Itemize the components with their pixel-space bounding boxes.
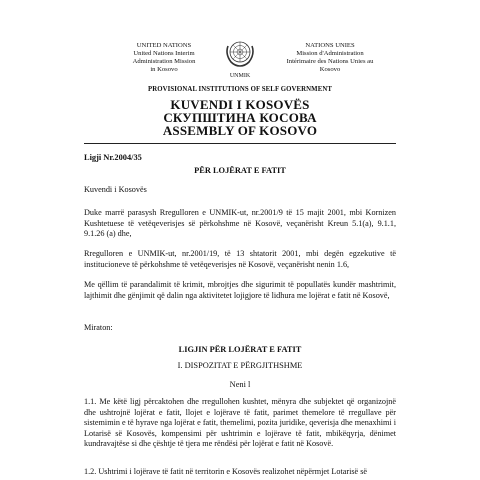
header-right-line: Mission d'Administration <box>296 50 364 57</box>
header-right-line: Kosovo <box>319 66 341 73</box>
un-emblem-icon <box>223 38 257 68</box>
paragraph-article-1-1: 1.1. Me këtë ligj përcaktohen dhe rregullohen kushtet, mënyra dhe subjektet që organizojnë dhe ushtrojnë lojërat e fatit, llojet e lojërave të fatit, parimet themelore të rregullave për sistemimin e të hyrave nga lojërat e fatit, themelimi, pozita juridike, qeverisja dhe menaxhimi i Lotarisë së Kosovës, kompensimi për ushtrimin e lojërave të fatit, mbikëqyrja, dënimet kundravajtëse si dhe çështje të tjera me rëndësi për lojërat e fatit në Kosovë. <box>84 397 396 449</box>
law-number: Ligji Nr.2004/35 <box>84 153 142 162</box>
header-right-block <box>268 42 392 74</box>
header-left-line: UNITED NATIONS <box>136 42 192 49</box>
paragraph-preamble-1: Duke marrë parasysh Rregulloren e UNMIK-ut, nr.2001/9 të 15 majit 2001, mbi Kornizen Kushtetuese të vetëqeverisjes së përkohshme në Kosovë, veçanërisht Kreun 5.1(a), 9.1.1, 9.1.26 (a) dhe, <box>84 208 396 239</box>
assembly-name: Kuvendi i Kosovës <box>84 185 147 194</box>
emblem-label: UNMIK <box>229 73 251 79</box>
adopts-line: Miraton: <box>84 323 113 332</box>
header-right-line: NATIONS UNIES <box>305 42 355 49</box>
provisional-institutions-line: PROVISIONAL INSTITUTIONS OF SELF GOVERNMENT <box>148 86 332 93</box>
chapter-heading: I. DISPOZITAT E PËRGJITHSHME <box>177 361 303 370</box>
paragraph-article-1-2: 1.2. Ushtrimi i lojërave të fatit në territorin e Kosovës realizohet nëpërmjet Lotarisë së <box>84 467 368 476</box>
header-left-line: in Kosovo <box>150 66 178 73</box>
law-title: PËR LOJËRAT E FATIT <box>194 166 286 175</box>
header-divider <box>84 143 396 144</box>
assembly-titles <box>80 98 400 137</box>
title-albanian: KUVENDI I KOSOVËS <box>170 97 310 112</box>
law-heading: LIGJIN PËR LOJËRAT E FATIT <box>178 345 302 354</box>
header-left-line: Administration Mission <box>132 58 196 65</box>
header-left-line: United Nations Interim <box>133 50 195 57</box>
paragraph-preamble-3: Me qëllim të parandalimit të krimit, mbrojtjes dhe sigurimit të popullatës kundër mashtrimit, lajthimit dhe gënjimit që dalin nga aktivitetet lojigjore të lidhura me lojërat e fatit në Kosovë, <box>84 280 396 300</box>
title-serbian: СКУПШТИНА КОСОВА <box>163 110 317 125</box>
header-right-line: Intérimaire des Nations Unies au <box>286 58 374 65</box>
article-heading: Neni l <box>229 380 251 389</box>
title-english: ASSEMBLY OF KOSOVO <box>162 123 318 138</box>
header-left-block <box>104 42 224 74</box>
paragraph-preamble-2: Rregulloren e UNMIK-ut, nr.2001/19, të 13 shtatorit 2001, mbi degën egzekutive të institucioneve të përkohshme të vetëqeverisjes në Kosovë, veçanërisht nenin 1.6, <box>84 249 396 269</box>
